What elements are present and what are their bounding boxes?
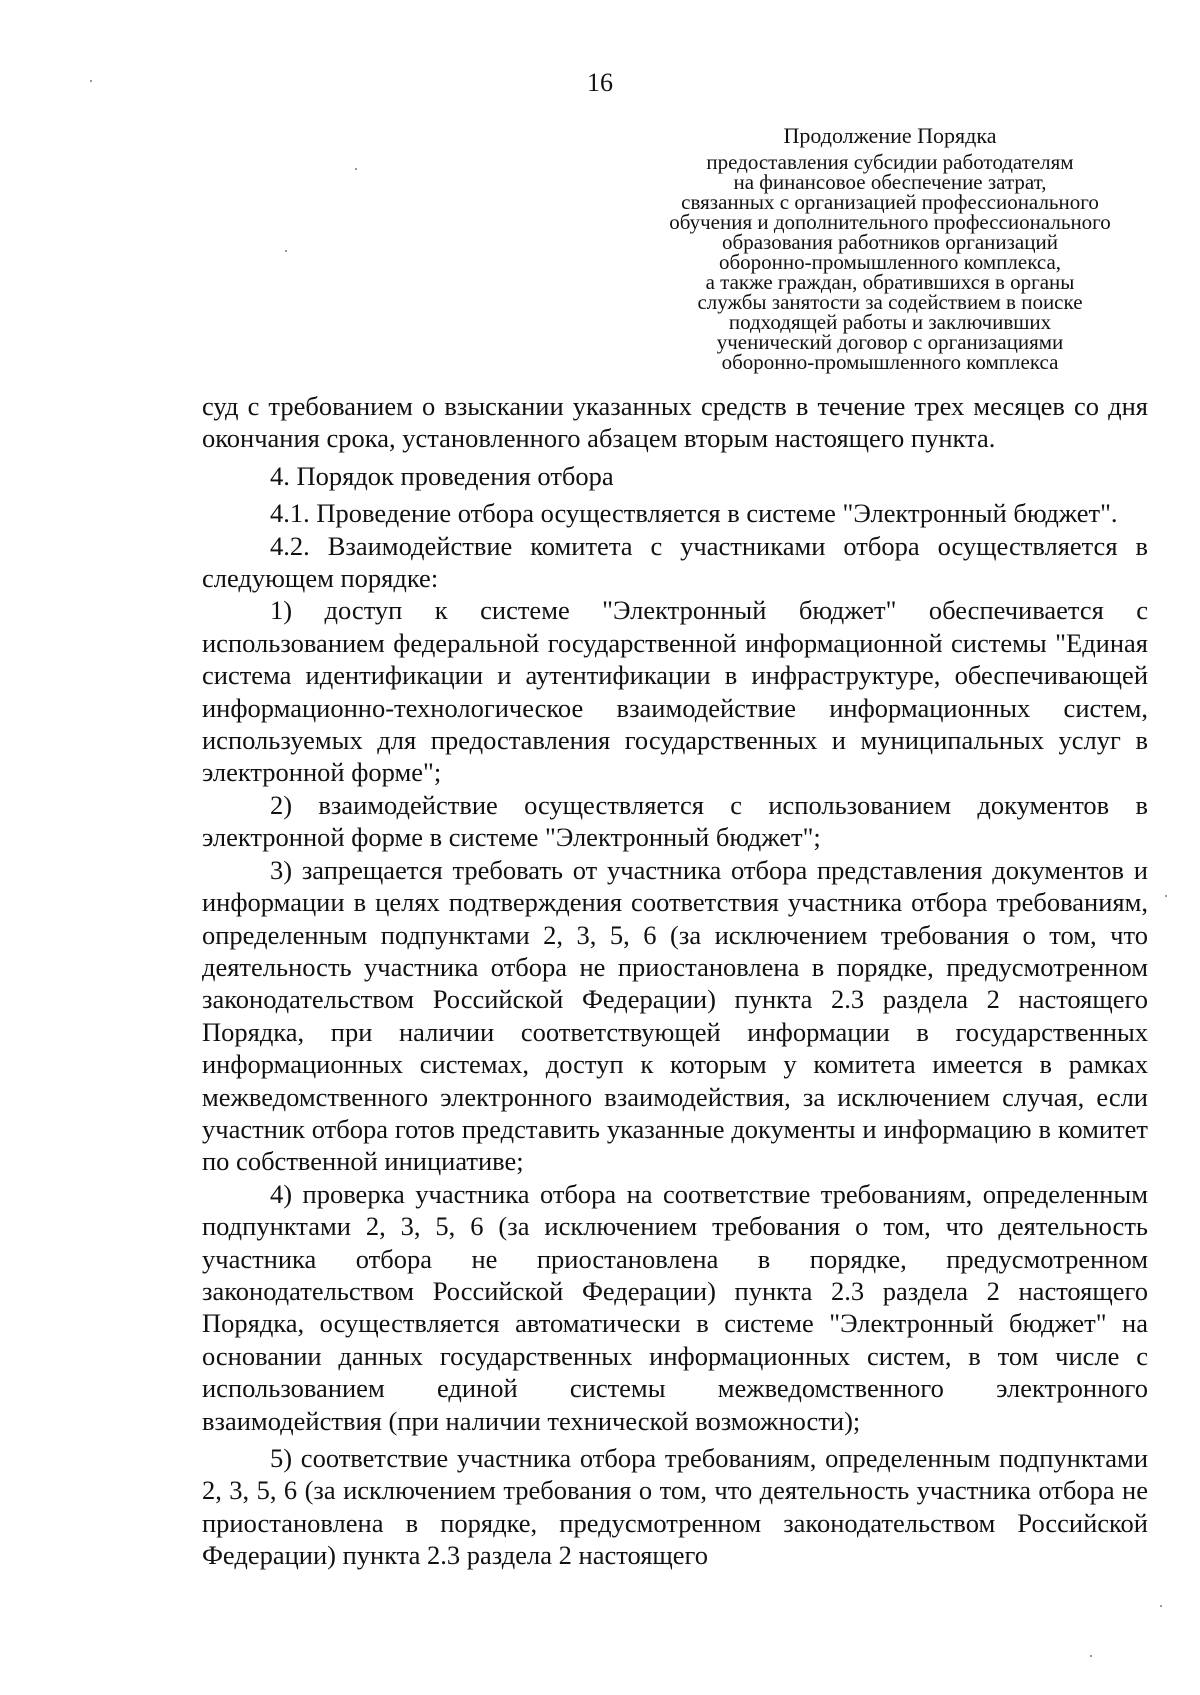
- list-item-3: 3) запрещается требовать от участника отбора представления документов и информации в целях подтверждения соответствия участника отбора требованиям, определенным подпунктами 2, 3, 5, 6 (за исключением требования о том, что деятельность участника отбора не приостановлена в порядке, предусмотренном законодательством Российской Федерации) пункта 2.3 раздела 2 настоящего Порядка, при наличии соответствующей информации в государственных информационных системах, доступ к которым у комитета имеется в рамках межведомственного электронного взаимодействия, за исключением случая, если участник отбора готов представить указанные документы и информацию в комитет по собственной инициативе;: [202, 854, 1148, 1177]
- scan-speck: [1165, 895, 1167, 897]
- paragraph-4-2: 4.2. Взаимодействие комитета с участниками отбора осуществляется в следующем порядке:: [202, 530, 1148, 594]
- list-item-2: 2) взаимодействие осуществляется с использованием документов в электронной форме в системе "Электронный бюджет";: [202, 789, 1148, 853]
- page-number: 16: [587, 68, 613, 97]
- header-line: обучения и дополнительного профессионального: [669, 210, 1111, 234]
- document-body: [202, 390, 1148, 1572]
- continuation-paragraph: суд с требованием о взыскании указанных средств в течение трех месяцев со дня окончания срока, установленного абзацем вторым настоящего пункта.: [202, 391, 1148, 454]
- header-line: службы занятости за содействием в поиске: [697, 290, 1083, 314]
- header-line: предоставления субсидии работодателям: [706, 150, 1074, 174]
- header-line: на финансовое обеспечение затрат,: [733, 170, 1047, 194]
- paragraph-4-1: 4.1. Проведение отбора осуществляется в системе "Электронный бюджет".: [270, 498, 1118, 529]
- section-heading: 4. Порядок проведения отбора: [270, 460, 614, 491]
- document-header: [610, 122, 1170, 372]
- header-title: Продолжение Порядка: [783, 123, 997, 148]
- scan-speck: [1090, 1655, 1092, 1657]
- header-line: ученический договор с организациями: [716, 330, 1064, 354]
- header-line: а также граждан, обратившихся в органы: [705, 270, 1075, 294]
- scan-speck: [355, 168, 357, 170]
- header-line: связанных с организацией профессионального: [681, 190, 1099, 214]
- scan-speck: [1160, 1605, 1162, 1607]
- scan-speck: [90, 80, 92, 82]
- scan-speck: [285, 250, 287, 252]
- list-item-5: 5) соответствие участника отбора требованиям, определенным подпунктами 2, 3, 5, 6 (за исключением требования о том, что деятельность участника отбора не приостановлена в порядке, предусмотренном законодательством Российской Федерации) пункта 2.3 раздела 2 настоящего: [202, 1443, 1148, 1571]
- list-item-1: 1) доступ к системе "Электронный бюджет" обеспечивается с использованием федеральной государственной информационной системы "Единая система идентификации и аутентификации в инфраструктуре, обеспечивающей информационно-технологическое взаимодействие информационных систем, используемых для предоставления государственных и муниципальных услуг в электронной форме";: [202, 595, 1148, 788]
- header-line: оборонно-промышленного комплекса,: [718, 250, 1062, 274]
- header-line: образования работников организаций: [722, 230, 1058, 254]
- header-line: подходящей работы и заключивших: [728, 310, 1052, 334]
- header-line: оборонно-промышленного комплекса: [721, 350, 1059, 374]
- list-item-4: 4) проверка участника отбора на соответствие требованиям, определенным подпунктами 2, 3, 5, 6 (за исключением требования о том, что деятельность участника отбора не приостановлена в порядке, предусмотренном законодательством Российской Федерации) пункта 2.3 раздела 2 настоящего Порядка, осуществляется автоматически в системе "Электронный бюджет" на основании данных государственных информационных систем, в том числе с использованием единой системы межведомственного электронного взаимодействия (при наличии технической возможности);: [202, 1178, 1148, 1436]
